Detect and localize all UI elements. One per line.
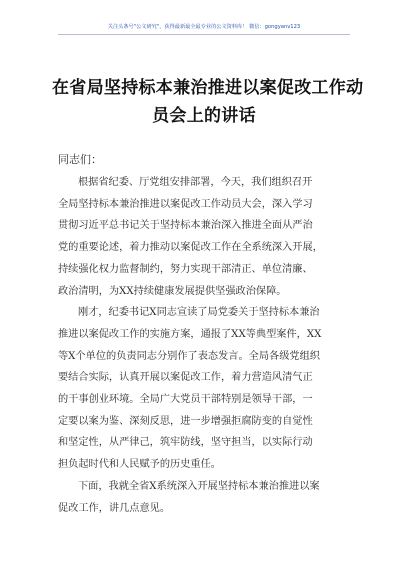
paragraph-line: 贯彻习近平总书记关于坚持标本兼治深入推进全面从严治 <box>58 220 313 232</box>
paragraph-line: 推进以案促改工作的实施方案，通报了XX等典型案件，XX <box>58 328 322 340</box>
salutation: 同志们： <box>58 153 102 166</box>
page-title <box>52 74 364 130</box>
paragraph-line: 和坚定性，从严律己，筑牢防线，坚守担当，以实际行动 <box>58 437 313 449</box>
paragraph-line: 党的重要论述，着力推动以案促改工作在全系统深入开展， <box>58 242 323 254</box>
paragraph-1 <box>58 172 352 302</box>
paragraph-line: 全局坚持标本兼治推进以案促改工作动员大会，深入学习 <box>58 198 313 210</box>
paragraph-line: 根据省纪委、厅党组安排部署，今天，我们组织召开 <box>78 177 313 188</box>
paragraph-line: 等X个单位的负责同志分别作了表态发言。全局各级党组织 <box>58 350 320 362</box>
title-line-2: 员会上的讲话 <box>152 106 256 126</box>
header-divider <box>58 34 350 35</box>
paragraph-line: 的干事创业环境。全局广大党员干部特别是领导干部，一 <box>58 394 313 406</box>
paragraph-line: 下面，我就全省X系统深入开展坚持标本兼治推进以案 <box>78 480 320 492</box>
paragraph-line: 促改工作，讲几点意见。 <box>58 502 171 514</box>
paragraph-line: 刚才，纪委书记X同志宣读了局党委关于坚持标本兼治 <box>78 307 320 319</box>
paragraph-3 <box>58 476 352 519</box>
paragraph-line: 担负起时代和人民赋予的历史重任。 <box>58 459 221 471</box>
paragraph-2 <box>58 302 352 476</box>
title-line-1: 在省局坚持标本兼治推进以案促改工作动 <box>52 78 364 98</box>
paragraph-line: 政治清明，为XX持续健康发展提供坚强政治保障。 <box>58 285 287 297</box>
paragraph-line: 要结合实际，认真开展以案促改工作，着力营造风清气正 <box>58 372 313 384</box>
header-notice: 关注头条号"公文研究"，获得最新最全最专业的公文资料库！ 微信：gongyanv123 <box>107 24 301 30</box>
paragraph-line: 持续强化权力监督制约，努力实现干部清正、单位清廉、 <box>58 263 313 275</box>
speech-body <box>58 172 352 519</box>
paragraph-line: 定要以案为鉴、深刻反思，进一步增强拒腐防变的自觉性 <box>58 415 313 427</box>
